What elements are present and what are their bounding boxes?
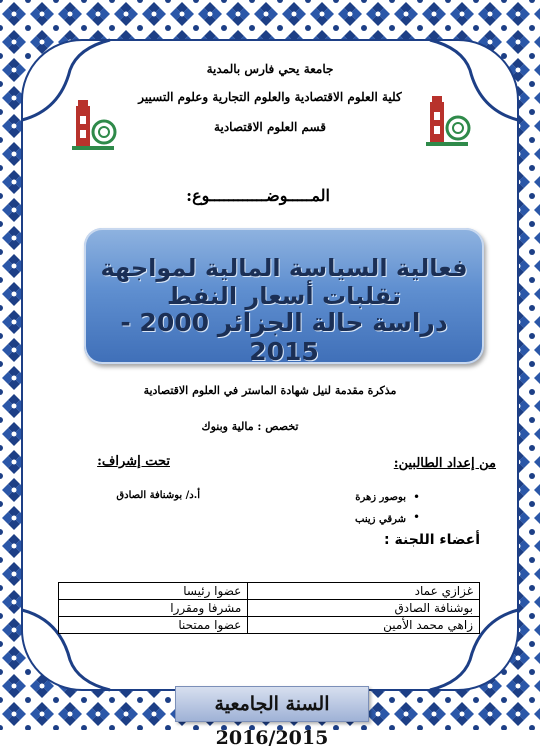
- supervision-label: تحت إشراف:: [97, 454, 170, 469]
- student-name: بوصور زهرة: [355, 492, 406, 503]
- bullet-icon: •: [413, 490, 421, 504]
- academic-year: السنة الجامعية 2016/2015: [214, 693, 330, 749]
- students-label: من إعداد الطالبين:: [393, 456, 496, 471]
- student-name: شرقي زينب: [355, 514, 406, 525]
- thesis-title-line2: دراسة حالة الجزائر 2000 - 2015: [120, 308, 448, 366]
- table-row: [59, 617, 480, 634]
- committee-table: [58, 582, 480, 634]
- university-name: جامعة يحي فارس بالمدية: [206, 62, 334, 76]
- member-role: مشرفا ومقررا: [59, 600, 248, 617]
- member-name: بوشنافة الصادق: [248, 600, 480, 617]
- academic-year-banner: [175, 686, 369, 749]
- subject-label: المـــــوضــــــــــــوع:: [186, 186, 330, 205]
- member-name: غزازي عماد: [248, 583, 480, 600]
- thesis-title-line1: فعالية السياسة المالية لمواجهة تقلبات أسعار النفط: [100, 254, 468, 310]
- university-logo-icon: [422, 92, 472, 152]
- member-role: عضوا ممتحنا: [59, 617, 248, 634]
- thesis-title-box: [84, 228, 484, 364]
- member-name: زاهي محمد الأمين: [248, 617, 480, 634]
- table-row: [59, 583, 480, 600]
- department-name: قسم العلوم الاقتصادية: [214, 120, 326, 134]
- faculty-name: كلية العلوم الاقتصادية والعلوم التجارية وعلوم التسيير: [138, 90, 402, 104]
- specialization-text: تخصص : مالية وبنوك: [201, 420, 299, 433]
- university-logo-icon: [68, 96, 118, 156]
- supervisor-name: أ.د/ بوشنافة الصادق: [116, 490, 200, 501]
- memo-text: مذكرة مقدمة لنيل شهادة الماستر في العلوم الاقتصادية: [143, 384, 397, 397]
- member-role: عضوا رئيسا: [59, 583, 248, 600]
- bullet-icon: •: [413, 510, 421, 524]
- table-row: [59, 600, 480, 617]
- committee-label: أعضاء اللجنة :: [384, 532, 480, 548]
